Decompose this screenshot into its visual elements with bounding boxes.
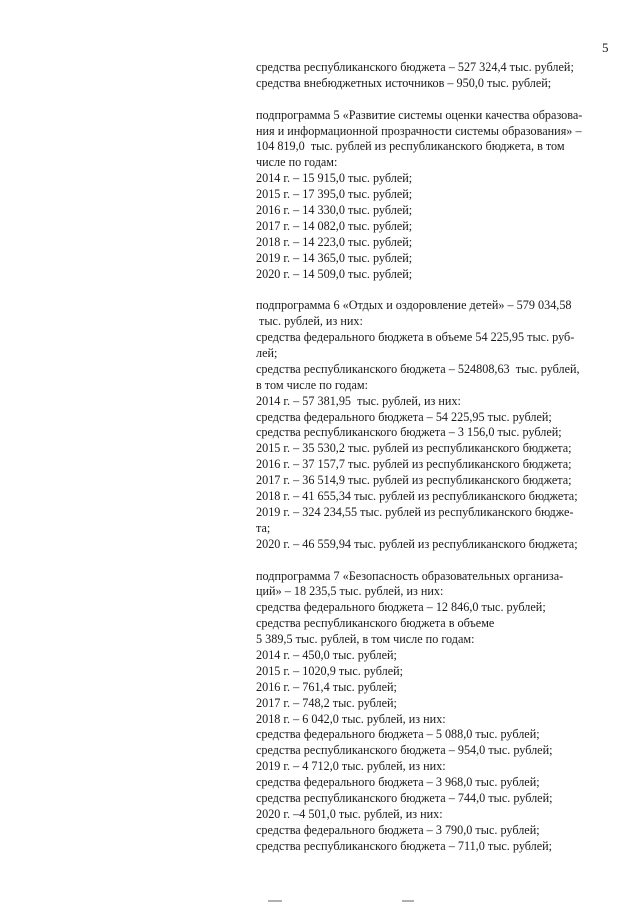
- paragraph-gap: [256, 282, 616, 298]
- text-line: средства внебюджетных источников – 950,0 тыс. рублей;: [256, 75, 552, 90]
- text-line: средства республиканского бюджета – 3 156,0 тыс. рублей;: [256, 425, 562, 440]
- text-line: ния и информационной прозрачности системы образования» –: [256, 123, 582, 138]
- text-line: 2017 г. – 748,2 тыс. рублей;: [256, 695, 397, 710]
- text-line: лей;: [256, 346, 278, 361]
- page-number: 5: [602, 40, 609, 55]
- text-line: средства республиканского бюджета в объеме: [256, 616, 495, 631]
- document-body: [256, 60, 616, 855]
- text-line: средства федерального бюджета – 3 790,0 тыс. рублей;: [256, 822, 540, 837]
- text-paragraph: [256, 569, 616, 855]
- text-line: подпрограмма 7 «Безопасность образовательных организа-: [256, 568, 564, 583]
- text-line: 2014 г. – 450,0 тыс. рублей;: [256, 647, 397, 662]
- text-line: числе по годам:: [256, 155, 338, 170]
- text-line: 2019 г. – 14 365,0 тыс. рублей;: [256, 250, 413, 265]
- text-line: средства республиканского бюджета – 524808,63 тыс. рублей,: [256, 361, 580, 376]
- text-line: 2015 г. – 1020,9 тыс. рублей;: [256, 663, 404, 678]
- text-line: средства федерального бюджета – 3 968,0 тыс. рублей;: [256, 775, 540, 790]
- text-line: та;: [256, 520, 271, 535]
- paragraph-gap: [256, 92, 616, 108]
- text-line: средства республиканского бюджета – 527 324,4 тыс. рублей;: [256, 60, 574, 74]
- text-line: 2019 г. – 4 712,0 тыс. рублей, из них:: [256, 759, 446, 774]
- text-line: 2020 г. –4 501,0 тыс. рублей, из них:: [256, 806, 443, 821]
- text-line: в том числе по годам:: [256, 377, 368, 392]
- text-line: 2020 г. – 14 509,0 тыс. рублей;: [256, 266, 413, 281]
- text-line: 2016 г. – 14 330,0 тыс. рублей;: [256, 203, 413, 218]
- text-line: 2015 г. – 35 530,2 тыс. рублей из республиканского бюджета;: [256, 441, 572, 456]
- text-line: 2017 г. – 36 514,9 тыс. рублей из республиканского бюджета;: [256, 473, 572, 488]
- text-line: 2019 г. – 324 234,55 тыс. рублей из республиканского бюдже-: [256, 504, 574, 519]
- text-line: средства федерального бюджета – 5 088,0 тыс. рублей;: [256, 727, 540, 742]
- scan-footer-marks: [0, 898, 640, 905]
- scan-artifact: [268, 900, 282, 902]
- text-line: средства республиканского бюджета – 954,0 тыс. рублей;: [256, 743, 553, 758]
- text-paragraph: [256, 298, 616, 552]
- text-line: 104 819,0 тыс. рублей из республиканского бюджета, в том: [256, 139, 565, 154]
- text-line: средства республиканского бюджета – 711,0 тыс. рублей;: [256, 838, 553, 853]
- scan-artifact: [402, 900, 414, 902]
- text-paragraph: [256, 60, 616, 92]
- text-line: 2014 г. – 57 381,95 тыс. рублей, из них:: [256, 393, 461, 408]
- text-line: 2016 г. – 761,4 тыс. рублей;: [256, 679, 397, 694]
- text-line: подпрограмма 6 «Отдых и оздоровление детей» – 579 034,58: [256, 298, 572, 313]
- text-line: тыс. рублей, из них:: [256, 314, 363, 329]
- text-line: 2016 г. – 37 157,7 тыс. рублей из республиканского бюджета;: [256, 457, 572, 472]
- text-line: 2015 г. – 17 395,0 тыс. рублей;: [256, 187, 413, 202]
- text-line: средства федерального бюджета – 12 846,0 тыс. рублей;: [256, 600, 546, 615]
- text-line: 2014 г. – 15 915,0 тыс. рублей;: [256, 171, 413, 186]
- text-paragraph: [256, 108, 616, 283]
- text-line: средства федерального бюджета в объеме 54 225,95 тыс. руб-: [256, 330, 575, 345]
- text-line: 2020 г. – 46 559,94 тыс. рублей из республиканского бюджета;: [256, 536, 578, 551]
- text-line: 2018 г. – 6 042,0 тыс. рублей, из них:: [256, 711, 446, 726]
- text-line: ций» – 18 235,5 тыс. рублей, из них:: [256, 584, 444, 599]
- text-line: подпрограмма 5 «Развитие системы оценки качества образова-: [256, 107, 583, 122]
- text-line: 2017 г. – 14 082,0 тыс. рублей;: [256, 218, 413, 233]
- paragraph-gap: [256, 553, 616, 569]
- text-line: средства республиканского бюджета – 744,0 тыс. рублей;: [256, 790, 553, 805]
- text-line: 2018 г. – 41 655,34 тыс. рублей из республиканского бюджета;: [256, 489, 578, 504]
- text-line: 5 389,5 тыс. рублей, в том числе по годам:: [256, 632, 475, 647]
- text-line: средства федерального бюджета – 54 225,95 тыс. рублей;: [256, 409, 552, 424]
- text-line: 2018 г. – 14 223,0 тыс. рублей;: [256, 234, 413, 249]
